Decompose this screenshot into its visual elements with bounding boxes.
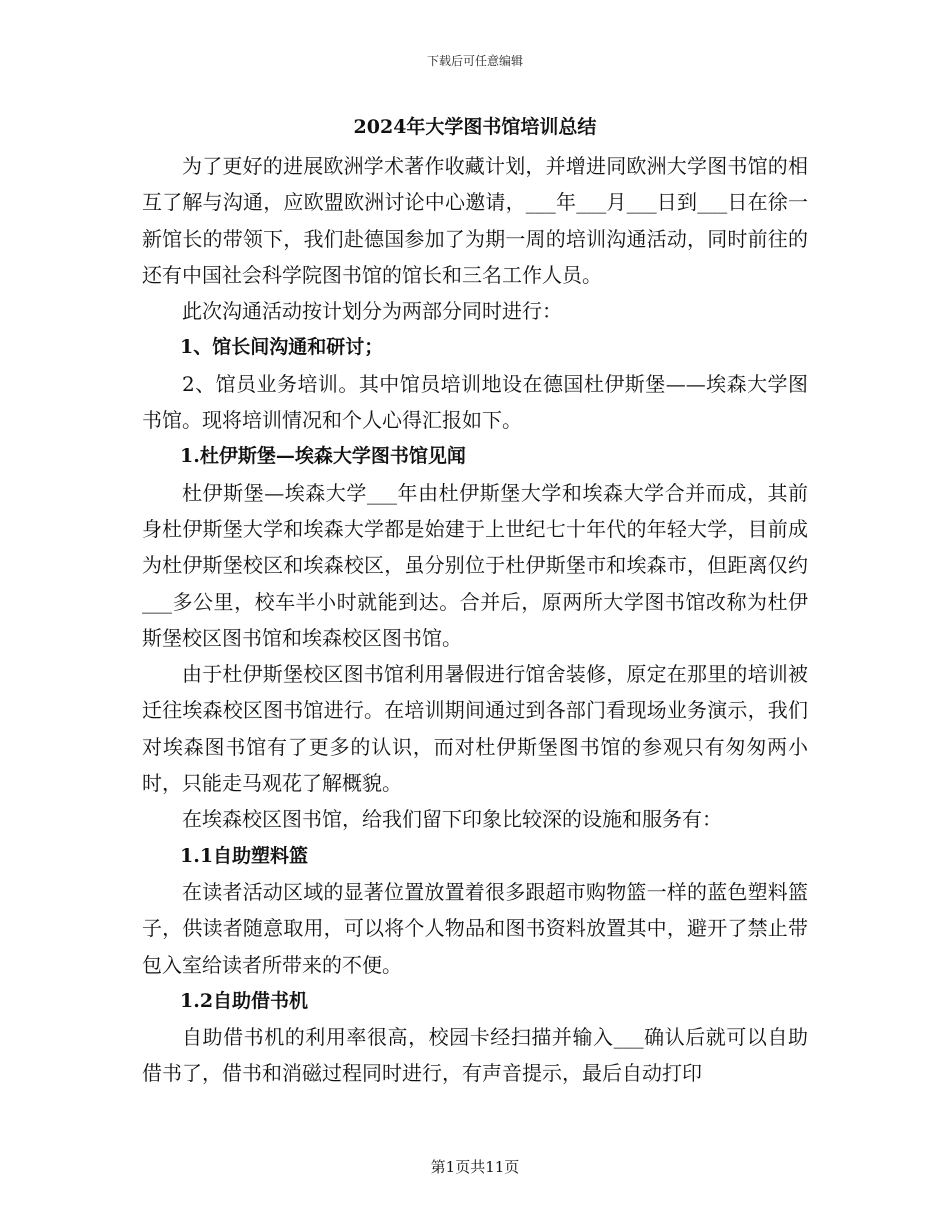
paragraph: 为了更好的进展欧洲学术著作收藏计划，并增进同欧洲大学图书馆的相互了解与沟通，应欧盟欧洲讨论中心邀请，___年___月___日到___日在徐一新馆长的带领下，我们赴德国参加了为期一周的培训沟通活动，同时前往的还有中国社会科学院图书馆的馆长和三名工作人员。 [142, 154, 808, 287]
paragraph-list [142, 148, 808, 1092]
paragraph: 在读者活动区域的显著位置放置着很多跟超市购物篮一样的蓝色塑料篮子，供读者随意取用，可以将个人物品和图书资料放置其中，避开了禁止带包入室给读者所带来的不便。 [142, 879, 808, 977]
paragraph: 由于杜伊斯堡校区图书馆利用暑假进行馆舍装修，原定在那里的培训被迁往埃森校区图书馆进行。在培训期间通过到各部门看现场业务演示，我们对埃森图书馆有了更多的认识，而对杜伊斯堡图书馆的参观只有匆匆两小时，只能走马观花了解概貌。 [142, 662, 808, 796]
paragraph: 此次沟通活动按计划分为两部分同时进行： [182, 299, 562, 324]
page-footer: 第1页共11页 [430, 1158, 520, 1176]
page-header: 下载后可任意编辑 [426, 54, 523, 68]
section-heading: 1.杜伊斯堡—埃森大学图书馆见闻 [180, 445, 466, 468]
paragraph: 杜伊斯堡—埃森大学___年由杜伊斯堡大学和埃森大学合并而成，其前身杜伊斯堡大学和埃森大学都是始建于上世纪七十年代的年轻大学，目前成为杜伊斯堡校区和埃森校区，虽分别位于杜伊斯堡市和埃森市，但距离仅约___多公里，校车半小时就能到达。合并后，原两所大学图书馆改称为杜伊斯堡校区图书馆和埃森校区图书馆。 [142, 480, 808, 650]
paragraph: 自助借书机的利用率很高，校园卡经扫描并输入___确认后就可以自助借书了，借书和消磁过程同时进行，有声音提示，最后自动打印 [142, 1025, 808, 1086]
document-body [142, 112, 808, 1092]
paragraph: 在埃森校区图书馆，给我们留下印象比较深的设施和服务有： [182, 807, 722, 832]
section-heading: 1.2自助借书机 [180, 989, 309, 1012]
section-heading: 1、馆长间沟通和研讨； [180, 336, 384, 359]
section-heading: 1.1自助塑料篮 [180, 844, 309, 867]
paragraph: 2、馆员业务培训。其中馆员培训地设在德国杜伊斯堡——埃森大学图书馆。现将培训情况和个人心得汇报如下。 [142, 371, 808, 433]
document-title: 2024年大学图书馆培训总结 [353, 116, 597, 138]
